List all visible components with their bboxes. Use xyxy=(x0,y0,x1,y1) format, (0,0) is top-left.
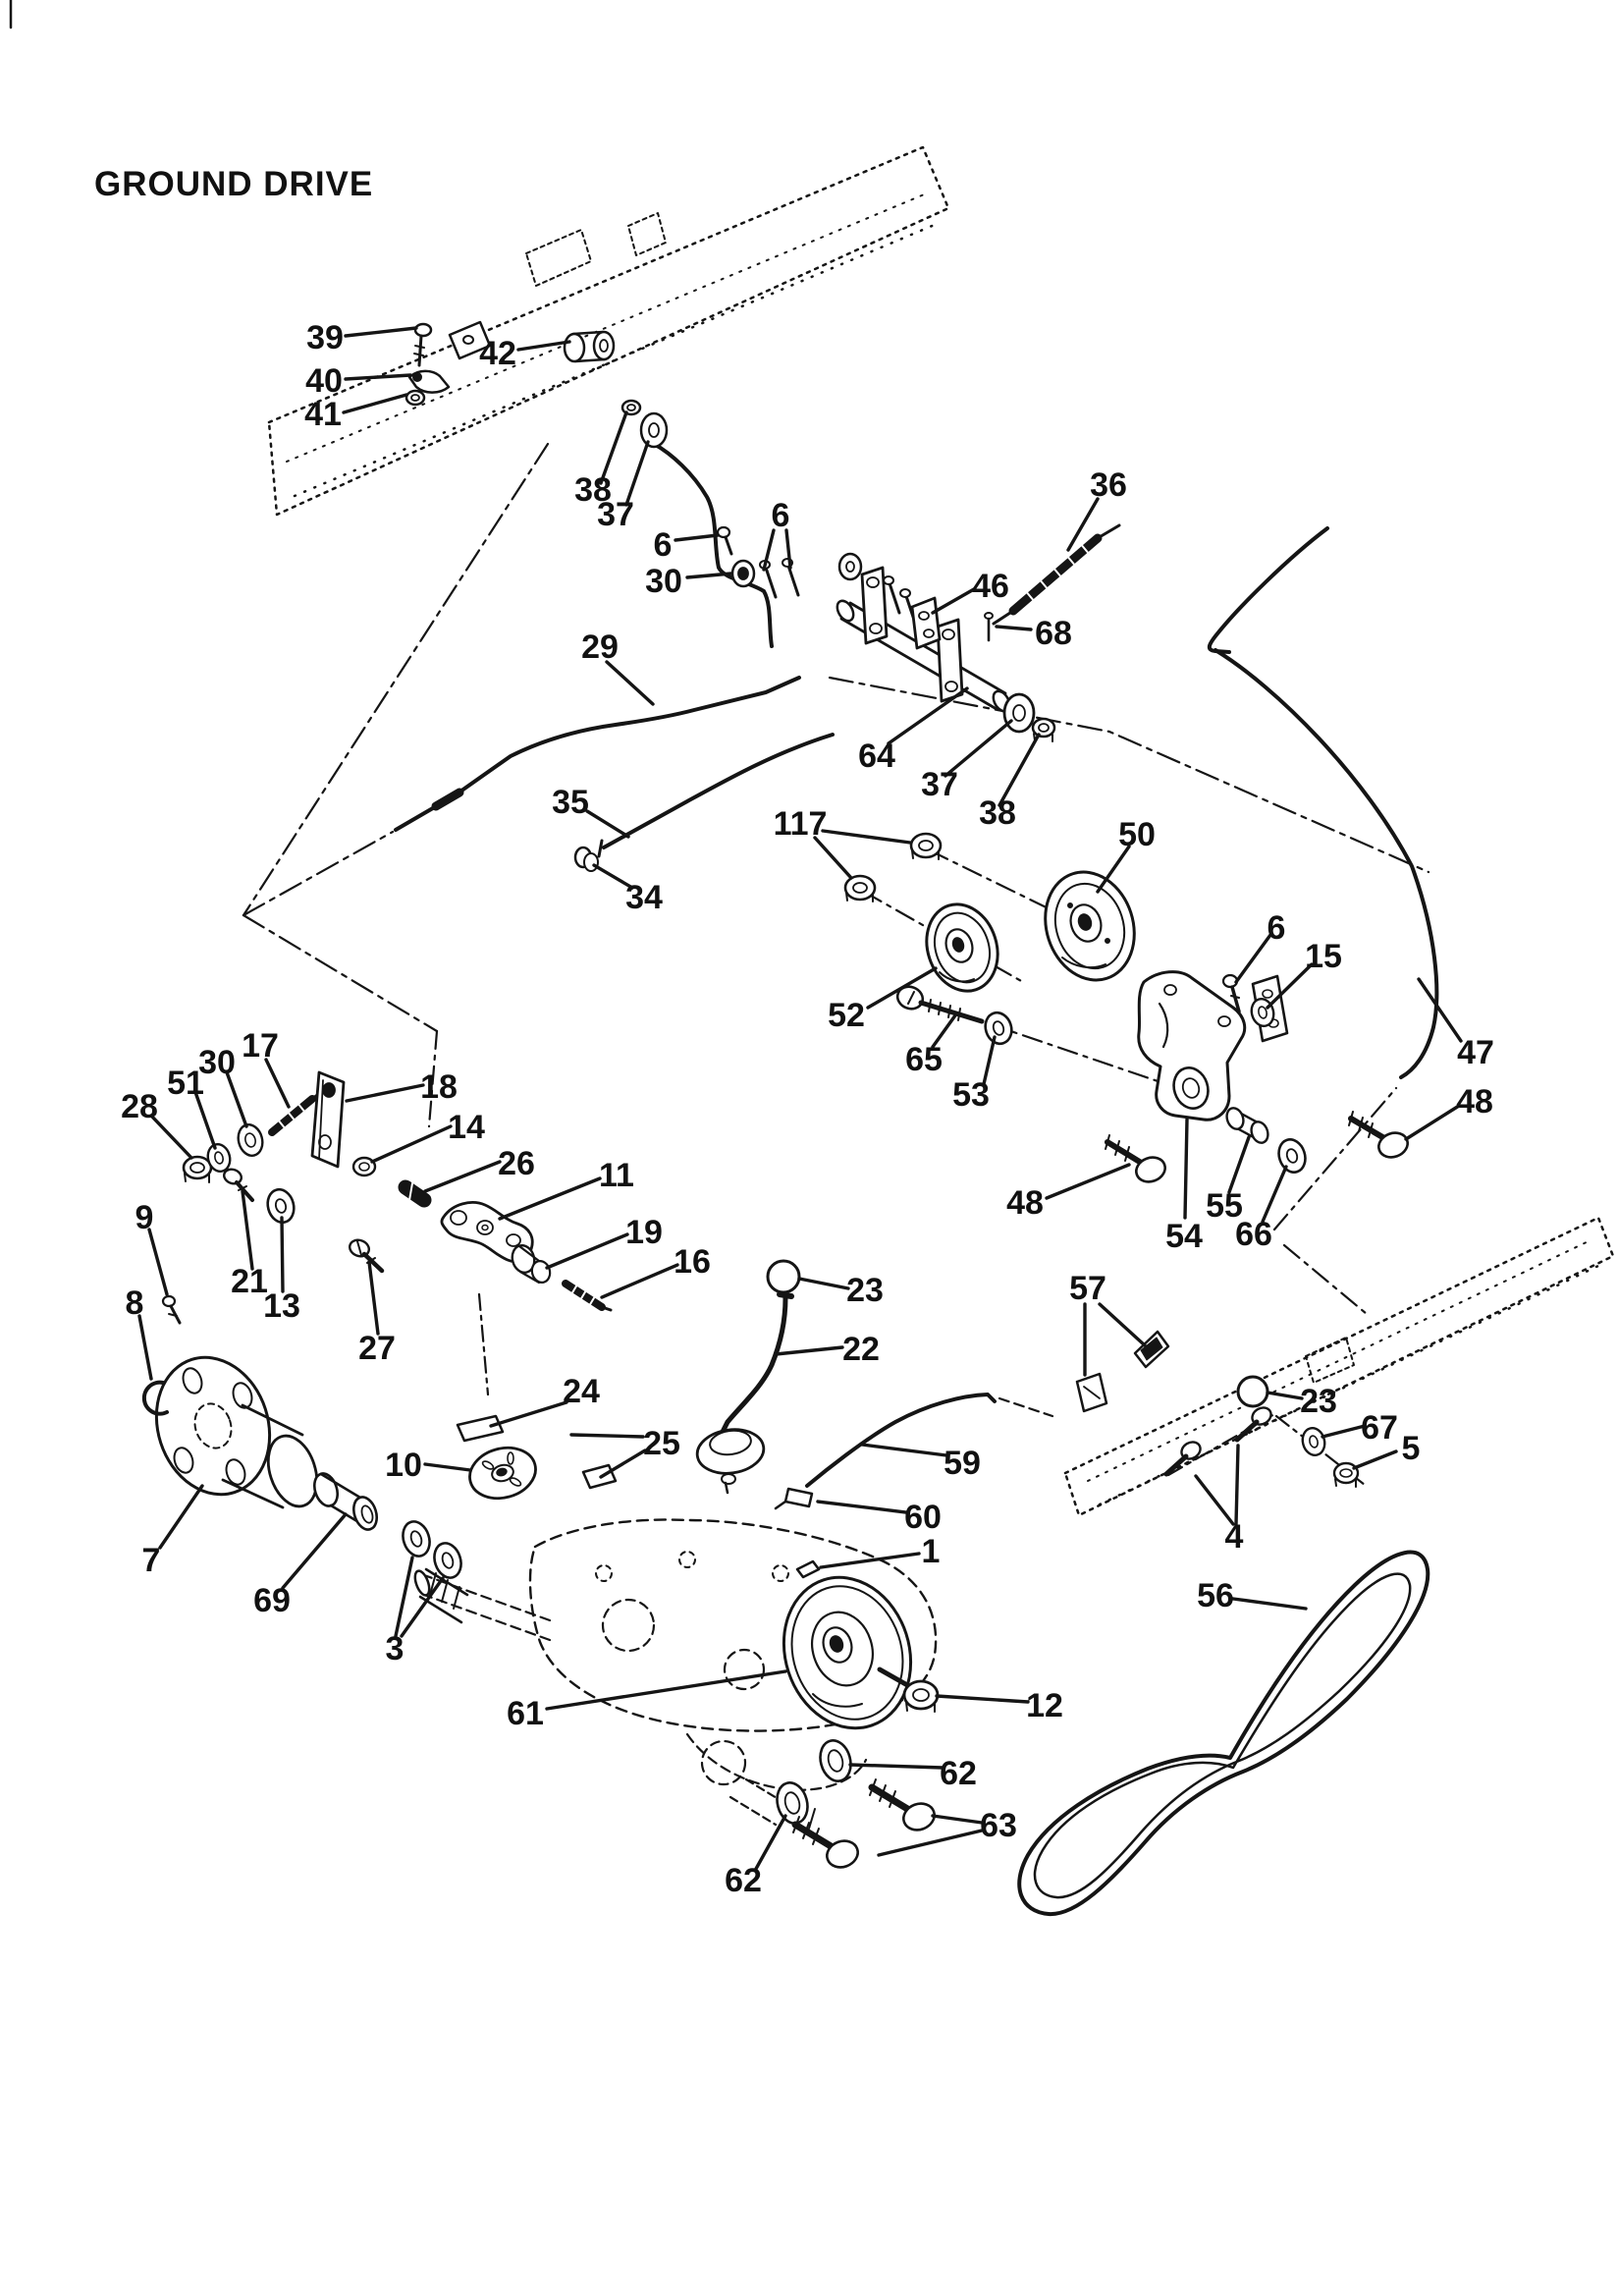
part-callout-25: 25 xyxy=(643,1425,680,1462)
part-circle xyxy=(1106,939,1110,944)
callout-leader xyxy=(372,1126,451,1162)
part-line xyxy=(999,1398,1052,1416)
part-line xyxy=(912,850,913,858)
part-line xyxy=(730,1797,776,1825)
part-callout-22: 22 xyxy=(842,1331,880,1368)
callout-leader xyxy=(862,1445,946,1455)
part-ellipse xyxy=(1274,1136,1309,1175)
part-ellipse xyxy=(1033,719,1054,737)
callout-leader xyxy=(547,1671,785,1709)
callout-leader xyxy=(687,574,731,577)
part-ellipse xyxy=(694,1425,766,1477)
part-ellipse xyxy=(594,332,614,359)
callout-leader xyxy=(1236,1446,1238,1524)
part-callout-59: 59 xyxy=(944,1445,981,1482)
part-ellipse xyxy=(845,876,875,900)
part-ellipse xyxy=(900,589,910,597)
part-line xyxy=(846,893,847,901)
part-outline xyxy=(797,1561,819,1577)
part-callout-19: 19 xyxy=(625,1214,663,1251)
part-callout-14: 14 xyxy=(448,1109,485,1146)
part-callout-48: 48 xyxy=(1456,1083,1493,1121)
part-line xyxy=(436,793,459,806)
part-ellipse xyxy=(235,1121,265,1158)
part-callout-30: 30 xyxy=(645,563,682,600)
part-callout-38: 38 xyxy=(979,794,1016,832)
part-outline xyxy=(526,230,591,286)
callout-leader xyxy=(1196,1476,1233,1524)
callout-leader xyxy=(491,1402,566,1426)
callout-leader xyxy=(607,662,653,704)
part-callout-41: 41 xyxy=(304,396,342,433)
callout-leader xyxy=(425,1464,470,1470)
part-line xyxy=(809,1809,815,1829)
part-line xyxy=(726,537,731,554)
part-ellipse xyxy=(350,1494,380,1532)
part-callout-67: 67 xyxy=(1361,1409,1398,1447)
part-line xyxy=(1231,996,1239,998)
callout-leader xyxy=(818,1502,906,1512)
part-circle xyxy=(603,1600,654,1651)
part-line xyxy=(766,568,776,597)
part-line xyxy=(243,832,393,915)
part-outline xyxy=(938,620,962,701)
part-outline xyxy=(1306,1338,1354,1383)
part-callout-52: 52 xyxy=(828,997,865,1034)
part-outline xyxy=(1215,650,1436,1077)
callout-leader xyxy=(823,831,910,843)
part-callout-55: 55 xyxy=(1206,1187,1243,1225)
part-callout-3: 3 xyxy=(385,1630,404,1667)
part-outline xyxy=(862,568,887,643)
part-line xyxy=(780,1294,791,1296)
callout-leader xyxy=(243,1191,252,1269)
part-outline xyxy=(912,598,940,648)
part-callout-35: 35 xyxy=(552,784,589,821)
part-ellipse xyxy=(982,1010,1016,1047)
part-line xyxy=(415,346,424,348)
part-ellipse xyxy=(565,334,584,361)
part-ellipse xyxy=(184,1157,211,1178)
part-callout-11: 11 xyxy=(599,1157,634,1194)
part-ellipse xyxy=(722,1474,735,1484)
part-callout-6: 6 xyxy=(653,526,673,564)
callout-leader xyxy=(369,1262,378,1334)
callout-leader xyxy=(1233,1599,1306,1609)
part-line xyxy=(243,444,548,915)
part-ellipse xyxy=(1249,1120,1271,1145)
callout-leader xyxy=(425,1162,500,1191)
part-callout-24: 24 xyxy=(563,1373,600,1410)
callout-leader xyxy=(346,375,410,379)
part-line xyxy=(788,566,798,595)
callout-leader xyxy=(997,627,1031,629)
part-ellipse xyxy=(139,1342,287,1509)
part-line xyxy=(185,1174,186,1181)
part-callout-23: 23 xyxy=(1300,1383,1337,1420)
part-callout-27: 27 xyxy=(358,1330,396,1367)
callout-leader xyxy=(346,328,416,336)
part-callout-61: 61 xyxy=(507,1695,544,1732)
part-line xyxy=(272,1099,312,1132)
part-line xyxy=(414,354,423,355)
part-callout-28: 28 xyxy=(121,1088,158,1125)
callout-leader xyxy=(518,342,569,350)
part-line xyxy=(1098,525,1119,538)
callout-leader xyxy=(344,395,406,412)
part-outline xyxy=(458,1416,503,1441)
part-ellipse xyxy=(1224,1106,1247,1131)
part-ellipse xyxy=(399,1518,434,1559)
part-circle xyxy=(773,1565,788,1581)
part-callout-40: 40 xyxy=(305,362,343,400)
callout-leader xyxy=(1047,1165,1129,1198)
part-callout-51: 51 xyxy=(167,1065,204,1102)
part-ellipse xyxy=(765,1560,930,1744)
part-callout-68: 68 xyxy=(1035,615,1072,652)
part-line xyxy=(405,1187,424,1200)
part-callout-48: 48 xyxy=(1006,1184,1044,1222)
part-callout-37: 37 xyxy=(597,496,634,533)
part-line xyxy=(890,583,899,613)
part-ellipse xyxy=(163,1296,175,1306)
callout-leader xyxy=(1406,1106,1459,1139)
part-line xyxy=(599,841,602,856)
part-outline xyxy=(1035,1574,1410,1898)
part-line xyxy=(419,336,421,365)
callout-leader xyxy=(282,1218,283,1291)
callout-leader xyxy=(1263,1167,1286,1222)
callout-leader xyxy=(799,1279,848,1288)
callout-leader xyxy=(933,589,974,613)
callout-leader xyxy=(1267,1393,1302,1398)
part-ellipse xyxy=(1300,1426,1327,1458)
part-callout-8: 8 xyxy=(125,1285,144,1322)
part-ellipse xyxy=(911,834,941,857)
part-ellipse xyxy=(738,568,748,579)
part-callout-64: 64 xyxy=(858,738,895,775)
callout-leader xyxy=(347,1085,423,1101)
part-ellipse xyxy=(415,324,431,336)
part-callout-65: 65 xyxy=(905,1041,943,1078)
part-callout-47: 47 xyxy=(1457,1034,1494,1071)
callout-leader xyxy=(815,838,851,878)
part-ellipse xyxy=(839,554,861,579)
part-ellipse xyxy=(884,576,893,584)
part-ellipse xyxy=(412,1569,432,1598)
part-callout-62: 62 xyxy=(725,1862,762,1899)
part-callout-1: 1 xyxy=(921,1533,941,1570)
callout-leader xyxy=(1185,1120,1187,1218)
part-callout-60: 60 xyxy=(904,1499,942,1536)
part-callout-37: 37 xyxy=(921,766,958,803)
part-callout-38: 38 xyxy=(574,471,612,509)
part-callout-29: 29 xyxy=(581,629,619,666)
part-line xyxy=(1335,1479,1336,1486)
callout-leader xyxy=(601,1450,645,1477)
callout-leader xyxy=(675,535,718,540)
part-callout-4: 4 xyxy=(1224,1518,1244,1556)
part-line xyxy=(243,915,437,1031)
part-callout-69: 69 xyxy=(253,1582,291,1619)
part-ellipse xyxy=(904,1681,938,1709)
part-callout-50: 50 xyxy=(1118,816,1156,853)
part-callout-63: 63 xyxy=(980,1807,1017,1844)
part-ellipse xyxy=(834,598,856,624)
callout-leader xyxy=(933,1816,982,1823)
part-outline xyxy=(785,1489,812,1506)
callout-leader xyxy=(547,1234,627,1268)
callout-leader xyxy=(160,1486,202,1548)
part-circle xyxy=(679,1552,695,1567)
part-line xyxy=(958,1009,960,1020)
part-callout-23: 23 xyxy=(846,1272,884,1309)
part-line xyxy=(424,1595,550,1640)
part-ellipse xyxy=(718,527,729,537)
part-callout-56: 56 xyxy=(1197,1577,1234,1614)
callout-leader xyxy=(1322,1426,1365,1437)
callout-leader xyxy=(1236,935,1270,982)
part-line xyxy=(479,1294,488,1394)
part-callout-34: 34 xyxy=(625,879,663,916)
part-ellipse xyxy=(323,1083,335,1097)
callout-leader xyxy=(571,1435,643,1437)
callout-leader xyxy=(1229,1137,1249,1192)
part-circle xyxy=(1238,1377,1267,1406)
part-circle xyxy=(702,1741,745,1784)
part-line xyxy=(1088,1239,1592,1481)
part-line xyxy=(948,1006,950,1017)
callout-leader xyxy=(266,1060,289,1107)
callout-leader xyxy=(1419,979,1461,1041)
callout-leader xyxy=(602,1265,677,1297)
part-line xyxy=(929,1000,931,1011)
callout-leader xyxy=(776,1347,842,1354)
page-title: GROUND DRIVE xyxy=(94,165,374,203)
part-line xyxy=(287,192,929,462)
callout-leader xyxy=(850,1765,943,1768)
part-callout-117: 117 xyxy=(773,805,828,843)
part-ellipse xyxy=(584,853,598,871)
part-callout-36: 36 xyxy=(1090,466,1127,504)
part-ellipse xyxy=(406,391,424,405)
part-circle xyxy=(413,373,421,381)
part-callout-10: 10 xyxy=(385,1447,422,1484)
callout-leader xyxy=(500,1178,600,1219)
part-line xyxy=(776,1502,785,1508)
part-callout-7: 7 xyxy=(141,1542,161,1579)
part-callout-39: 39 xyxy=(306,319,344,356)
part-callout-9: 9 xyxy=(135,1199,154,1236)
callout-leader xyxy=(149,1230,167,1294)
callout-leader xyxy=(879,1831,982,1855)
part-callout-46: 46 xyxy=(972,568,1009,605)
part-callout-13: 13 xyxy=(263,1287,300,1325)
callout-leader xyxy=(756,1816,785,1869)
part-line xyxy=(1237,1422,1257,1440)
part-ellipse xyxy=(641,413,667,447)
part-callout-18: 18 xyxy=(420,1068,458,1106)
part-callout-57: 57 xyxy=(1069,1270,1106,1307)
part-ellipse xyxy=(1334,1463,1358,1483)
part-outline xyxy=(1210,528,1327,652)
part-callout-53: 53 xyxy=(952,1076,990,1114)
part-outline xyxy=(396,678,799,830)
part-line xyxy=(1284,1245,1367,1314)
part-circle xyxy=(596,1565,612,1581)
part-callout-30: 30 xyxy=(198,1044,236,1081)
part-ellipse xyxy=(1004,694,1034,732)
part-callout-54: 54 xyxy=(1165,1218,1203,1255)
callout-leader xyxy=(1354,1451,1396,1468)
part-callout-15: 15 xyxy=(1305,938,1342,975)
part-callout-5: 5 xyxy=(1401,1430,1421,1467)
part-callout-26: 26 xyxy=(498,1145,535,1182)
part-callout-62: 62 xyxy=(940,1755,977,1792)
callout-leader xyxy=(937,1696,1028,1702)
part-callout-42: 42 xyxy=(479,335,516,372)
part-callout-16: 16 xyxy=(674,1243,711,1281)
part-circle xyxy=(768,1261,799,1292)
part-circle xyxy=(725,1650,764,1689)
part-callout-12: 12 xyxy=(1026,1687,1063,1724)
part-callout-21: 21 xyxy=(231,1263,268,1300)
part-callout-17: 17 xyxy=(242,1027,279,1065)
part-outline xyxy=(628,213,666,255)
part-circle xyxy=(1068,903,1073,908)
part-line xyxy=(906,1702,907,1711)
callout-leader xyxy=(1100,1304,1145,1345)
callout-leader xyxy=(139,1316,151,1379)
callout-leader xyxy=(283,1514,346,1588)
part-callout-6: 6 xyxy=(771,497,790,534)
part-line xyxy=(939,1003,941,1014)
part-callout-66: 66 xyxy=(1235,1216,1272,1253)
part-line xyxy=(994,611,1013,624)
part-callout-6: 6 xyxy=(1267,909,1286,947)
callout-leader xyxy=(587,811,628,837)
part-ellipse xyxy=(773,1779,812,1827)
